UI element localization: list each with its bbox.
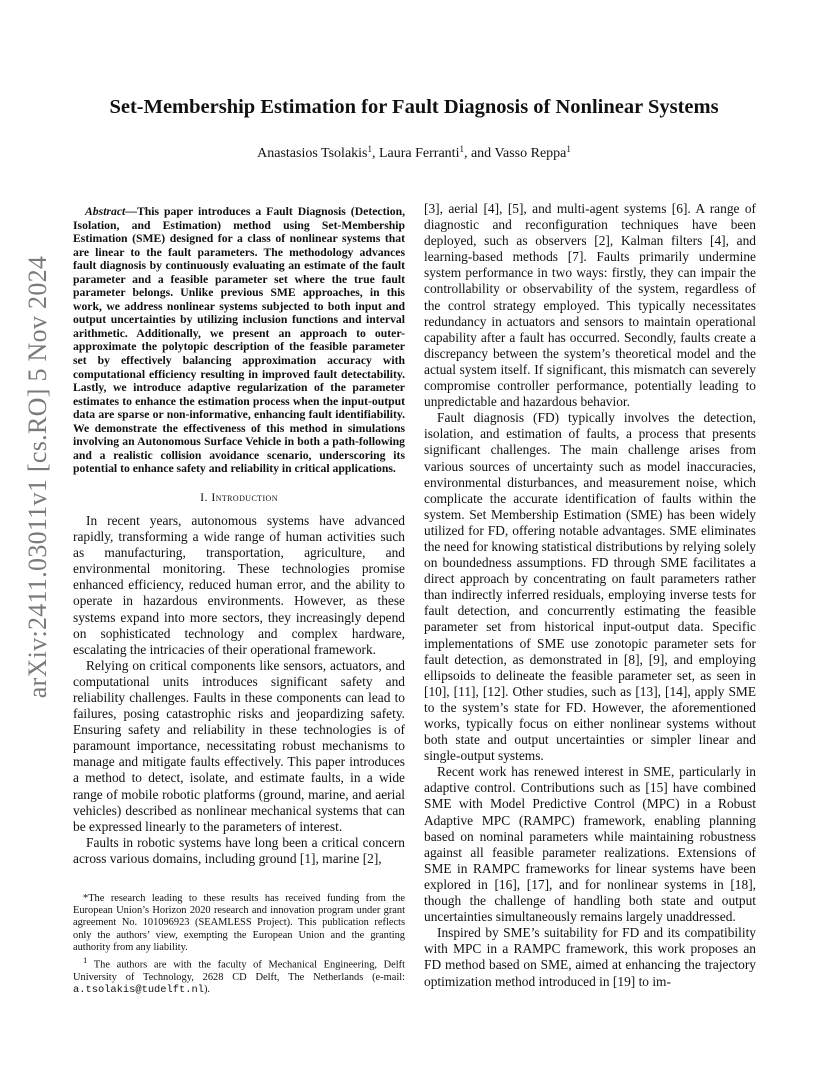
author-separator: , — [372, 146, 379, 161]
abstract — [73, 205, 405, 476]
arxiv-identifier: arXiv:2411.03011v1 [cs.RO] 5 Nov 2024 — [23, 255, 52, 699]
author-name: Laura Ferranti — [379, 146, 460, 161]
body-paragraph: Faults in robotic systems have long been a critical concern across various domains, including ground [1], marine [2], — [73, 834, 405, 866]
author-list — [0, 146, 828, 162]
abstract-text: This paper introduces a Fault Diagnosis (Detection, Isolation, and Estimation) method using Set-Membership Estimation (SME) designed for a class of nonlinear systems that are linear to the fault parameters. The methodology advances fault diagnosis by continuously evaluating an estimate of the fault parameter and a feasible parameter set where the true fault parameter belongs. Unlike previous SME approaches, in this work, we address nonlinear systems subjected to both input and output uncertainties by utilizing inclusion functions and interval arithmetic. Additionally, we present an approach to outer-approximate the polytopic description of the feasible parameter set by effectively balancing approximation accuracy with computational efficiency resulting in improved fault detectability. Lastly, we introduce adaptive regularization of the parameter estimates to enhance the estimation process when the input-output data are sparse or non-informative, enhancing fault identifiability. We demonstrate the effectiveness of this method in simulations involving an Autonomous Surface Vehicle in both a path-following and a realistic collision avoidance scenario, underscoring its potential to enhance safety and reliability in critical applications. — [73, 205, 405, 476]
footnote-mark: 1 — [83, 955, 88, 966]
abstract-label: Abstract — [85, 205, 126, 218]
left-column — [73, 205, 405, 867]
author-name: Anastasios Tsolakis — [257, 146, 368, 161]
affiliation-mark: 1 — [367, 144, 372, 154]
affiliation-end: ). — [203, 983, 211, 995]
paper-title: Set-Membership Estimation for Fault Diagnosis of Nonlinear Systems — [109, 96, 719, 118]
right-column — [424, 201, 756, 990]
body-paragraph: Inspired by SME’s suitability for FD and its compatibility with MPC in a RAMPC framework, this work proposes an FD method based on SME, aimed at enhancing the trajectory optimization method introduced in [19] to im- — [424, 925, 756, 989]
body-paragraph-continued: [3], aerial [4], [5], and multi-agent systems [6]. A range of diagnostic and reconfiguration techniques have been deployed, such as observers [2], Kalman filters [4], and learning-based methods [7]. Faults primarily undermine system performance in two ways: firstly, they can impair the controllability or observability of the system, regardless of the control strategy employed. This typically necessitates redundancy in actuators and sensors to maintain operational capability after a fault has occurred. Secondly, faults create a discrepancy between the system’s theoretical model and the actual system itself. If significant, this mismatch can severely compromise controller performance, potentially leading to unpredictable and hazardous behavior. — [424, 201, 756, 410]
body-paragraph: In recent years, autonomous systems have advanced rapidly, transforming a wide range of human activities such as manufacturing, transportation, agriculture, and environmental monitoring. These technologies promise enhanced efficiency, reduced human error, and the ability to operate in hazardous environments. However, as these systems expand into more sectors, they increasingly depend on sophisticated technology and complex hardware, escalating the intricacies of their operational framework. — [73, 512, 405, 657]
affiliation-mark: 1 — [566, 144, 571, 154]
abstract-dash: — — [125, 205, 137, 218]
section-title: Introduction — [211, 489, 278, 504]
author-separator: , and — [463, 146, 495, 161]
section-number: I. — [200, 489, 208, 504]
funding-footnote: *The research leading to these results has received funding from the European Union’s Horizon 2020 research and innovation program under grant agreement No. 101096923 (SEAMLESS Project). This publication reflects only the authors’ view, exempting the European Union and the granting authority from any liability. — [73, 893, 405, 953]
body-paragraph: Recent work has renewed interest in SME, particularly in adaptive control. Contributions such as [15] have combined SME with Model Predictive Control (MPC) in a Robust Adaptive MPC (RAMPC) framework, enabling planning based on nominal parameters while maintaining robustness against all feasible parameter realizations. Extensions of SME in RAMPC frameworks for linear systems have been explored in [16], [17], and for nonlinear systems in [18], though the challenge of handling both state and output uncertainties simultaneously remains largely unaddressed. — [424, 764, 756, 925]
footnotes — [73, 893, 405, 996]
affiliation-mark: 1 — [459, 144, 464, 154]
affiliation-footnote — [73, 954, 405, 996]
affiliation-text: The authors are with the faculty of Mechanical Engineering, Delft University of Technology, 2628 CD Delft, The Netherlands (e-mail: — [73, 959, 405, 983]
body-paragraph: Fault diagnosis (FD) typically involves the detection, isolation, and estimation of faults, a process that presents significant challenges. The main challenge arises from various sources of uncertainty such as model inaccuracies, environmental disturbances, and measurement noise, which complicate the accurate identification of faults within the system. Set Membership Estimation (SME) has been widely utilized for FD, offering notable advantages. SME eliminates the need for knowing statistical distributions by relying solely on boundedness assumptions. FD through SME facilitates a direct approach by concentrating on fault parameters rather than indirectly inferred residuals, employing inverse tests for fault detection, and concurrently estimating the feasible parameter set from historical input-output data. Specific implementations of SME use zonotopic parameter sets for fault detection, as demonstrated in [8], [9], and employing ellipsoids to delineate the feasible parameter set, as seen in [10], [11], [12]. Other studies, such as [13], [14], apply SME to the system’s state for FD. However, the aforementioned works, typically focus on either nonlinear systems without both state and output uncertainties or simpler linear and single-output systems. — [424, 410, 756, 764]
arxiv-stamp — [20, 255, 56, 699]
author-name: Vasso Reppa — [494, 146, 567, 161]
body-paragraph: Relying on critical components like sensors, actuators, and computational units introduces significant safety and reliability challenges. Faults in these components can lead to failures, posing catastrophic risks and jeopardizing safety. Ensuring safety and reliability in these technologies is of paramount importance, necessitating robust mechanisms to manage and mitigate faults effectively. This paper introduces a method to detect, isolate, and estimate faults, in a wide range of mobile robotic platforms (ground, marine, and aerial vehicles) described as nonlinear mechanical systems that can be expressed linearly to the parameters of interest. — [73, 657, 405, 834]
section-heading — [73, 490, 405, 505]
author-email: a.tsolakis@tudelft.nl — [73, 983, 204, 996]
